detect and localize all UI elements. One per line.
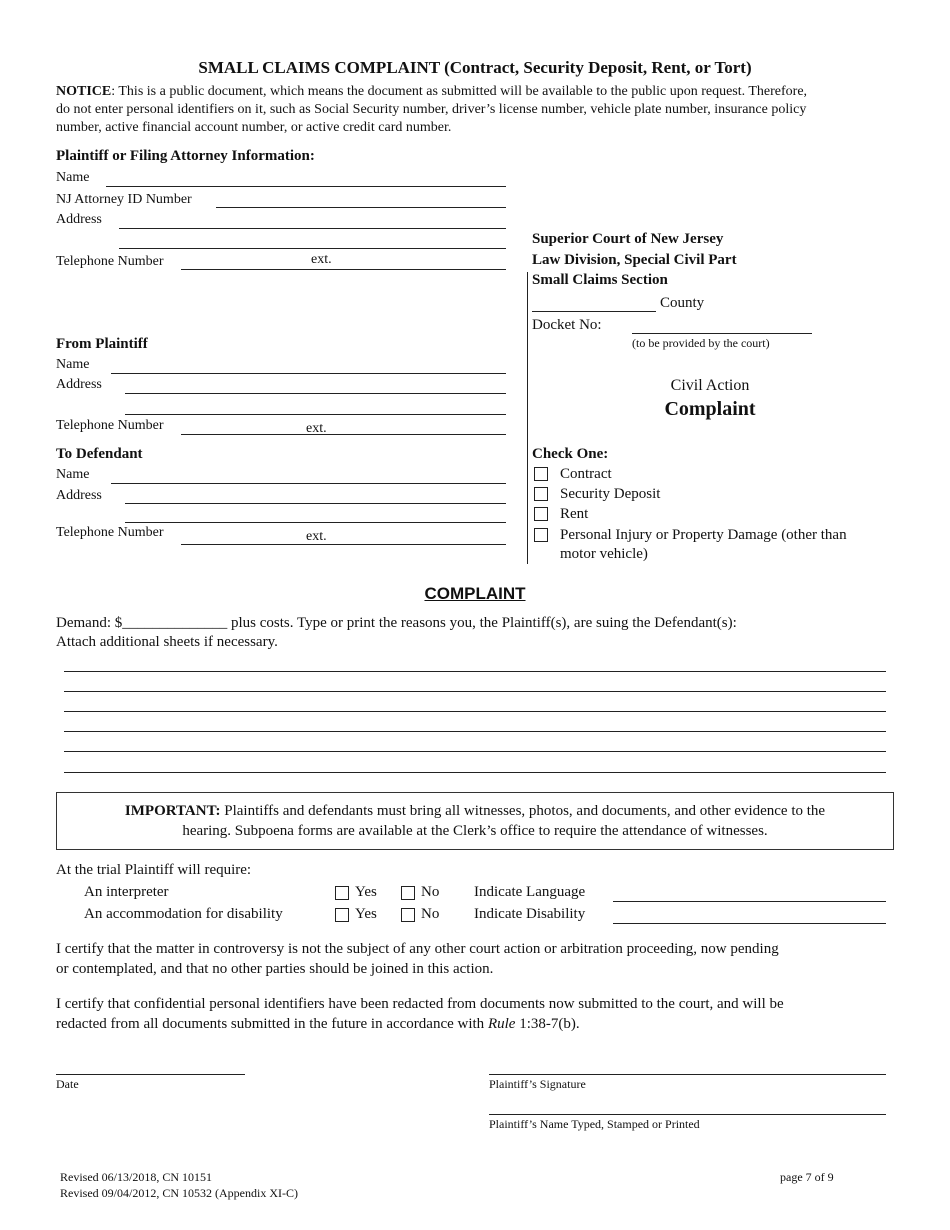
important-label: IMPORTANT: [124,803,221,819]
defendant-name-field[interactable] [111,483,506,484]
attorney-id-field[interactable] [216,207,506,208]
trial-intro: At the trial Plaintiff will require: [56,862,252,878]
defendant-address-field-2[interactable] [125,522,506,523]
attorney-telephone-label: Telephone Number [56,254,164,269]
interpreter-yes-checkbox[interactable] [335,886,349,900]
attorney-name-field[interactable] [106,186,506,187]
printed-name-field[interactable] [489,1114,886,1115]
complaint-type-title: Complaint [664,398,756,420]
important-line-2: hearing. Subpoena forms are available at the Clerk’s office to require the attendance of witnesses. [182,823,768,839]
plaintiff-name-field[interactable] [111,373,506,374]
to-defendant-heading: To Defendant [56,446,143,462]
certify-2-text-b: 1:38-7(b). [515,1016,580,1032]
defendant-telephone-field[interactable] [181,544,506,545]
certify-2-line-1: I certify that confidential personal identifiers have been redacted from documents now submitted to the court, and will be [56,996,784,1012]
date-label: Date [56,1077,79,1091]
defendant-address-label: Address [56,488,102,503]
reason-line-4[interactable] [64,731,886,732]
important-text-1: Plaintiffs and defendants must bring all witnesses, photos, and documents, and other evidence to the [220,803,826,819]
court-section: Small Claims Section [532,272,668,288]
footer-revised-1: Revised 06/13/2018, CN 10151 [60,1170,212,1184]
language-field[interactable] [613,901,886,902]
date-field[interactable] [56,1074,245,1075]
reason-line-1[interactable] [64,671,886,672]
from-plaintiff-heading: From Plaintiff [56,336,148,352]
accommodation-no-checkbox[interactable] [401,908,415,922]
county-label: County [660,295,705,311]
defendant-ext-label: ext. [306,529,327,544]
form-title: SMALL CLAIMS COMPLAINT (Contract, Security Deposit, Rent, or Tort) [198,58,752,77]
plaintiff-ext-label: ext. [306,421,327,436]
defendant-telephone-label: Telephone Number [56,525,164,540]
interpreter-yes-label: Yes [355,884,377,900]
attorney-id-label: NJ Attorney ID Number [56,192,192,207]
footer-revised-2: Revised 09/04/2012, CN 10532 (Appendix XI-C) [60,1186,298,1200]
demand-line: Demand: $______________ plus costs. Type or print the reasons you, the Plaintiff(s), are suing the Defendant(s): [56,615,737,631]
interpreter-label: An interpreter [84,884,169,900]
plaintiff-name-label: Name [56,357,90,372]
complaint-heading: COMPLAINT [424,584,526,603]
defendant-name-label: Name [56,467,90,482]
disability-field[interactable] [613,923,886,924]
accommodation-label: An accommodation for disability [84,906,283,922]
accommodation-yes-checkbox[interactable] [335,908,349,922]
signature-field[interactable] [489,1074,886,1075]
accommodation-no-label: No [421,906,440,922]
interpreter-no-label: No [421,884,440,900]
notice-line-1 [56,84,807,100]
attorney-ext-label: ext. [311,252,332,267]
contract-label: Contract [560,466,612,482]
check-one-heading: Check One: [532,446,609,462]
printed-name-label: Plaintiff’s Name Typed, Stamped or Printed [489,1117,700,1131]
certify-1-line-1: I certify that the matter in controversy is not the subject of any other court action or arbitration proceeding, now pending [56,941,779,957]
docket-note: (to be provided by the court) [632,336,770,350]
court-division: Law Division, Special Civil Part [532,252,737,268]
personal-injury-checkbox[interactable] [534,528,548,542]
court-name: Superior Court of New Jersey [532,231,724,247]
docket-label: Docket No: [532,317,602,333]
attorney-name-label: Name [56,170,90,185]
interpreter-no-checkbox[interactable] [401,886,415,900]
plaintiff-address-field-2[interactable] [125,414,506,415]
security-deposit-label: Security Deposit [560,486,661,502]
certify-2-text-a: redacted from all documents submitted in the future in accordance with [56,1016,488,1032]
personal-injury-label: Personal Injury or Property Damage (other than [560,527,847,543]
docket-field[interactable] [632,333,812,334]
attach-line: Attach additional sheets if necessary. [56,634,278,650]
plaintiff-telephone-label: Telephone Number [56,418,164,433]
plaintiff-telephone-field[interactable] [181,434,506,435]
security-deposit-checkbox[interactable] [534,487,548,501]
county-field[interactable] [532,311,656,312]
attorney-telephone-field[interactable] [181,269,506,270]
rent-label: Rent [560,506,589,522]
important-line-1 [56,803,894,820]
notice-line-2: do not enter personal identifiers on it, such as Social Security number, driver’s license number, vehicle plate number, insurance policy [56,102,807,117]
certify-1-line-2: or contemplated, and that no other parties should be joined in this action. [56,961,494,977]
signature-label: Plaintiff’s Signature [489,1077,586,1091]
certify-2-line-2 [56,1016,580,1033]
defendant-address-field-1[interactable] [125,503,506,504]
notice-text-1: : This is a public document, which means the document as submitted will be available to the public upon request. Therefore, [111,84,808,99]
important-box [56,792,894,850]
personal-injury-label-cont: motor vehicle) [560,546,648,562]
attorney-heading: Plaintiff or Filing Attorney Information: [56,148,315,164]
certify-2-rule: Rule [487,1016,516,1032]
plaintiff-address-label: Address [56,377,102,392]
attorney-address-label: Address [56,212,102,227]
plaintiff-address-field-1[interactable] [125,393,506,394]
attorney-address-field-1[interactable] [119,228,506,229]
reason-line-3[interactable] [64,711,886,712]
reason-line-6[interactable] [64,772,886,773]
notice-line-3: number, active financial account number, or active credit card number. [56,120,452,135]
rent-checkbox[interactable] [534,507,548,521]
notice-label: NOTICE [56,84,112,99]
civil-action-label: Civil Action [670,377,750,394]
disability-label: Indicate Disability [474,906,586,922]
court-divider [527,272,528,564]
attorney-address-field-2[interactable] [119,248,506,249]
footer-page-number: page 7 of 9 [780,1170,834,1184]
language-label: Indicate Language [474,884,586,900]
reason-line-2[interactable] [64,691,886,692]
accommodation-yes-label: Yes [355,906,377,922]
contract-checkbox[interactable] [534,467,548,481]
reason-line-5[interactable] [64,751,886,752]
